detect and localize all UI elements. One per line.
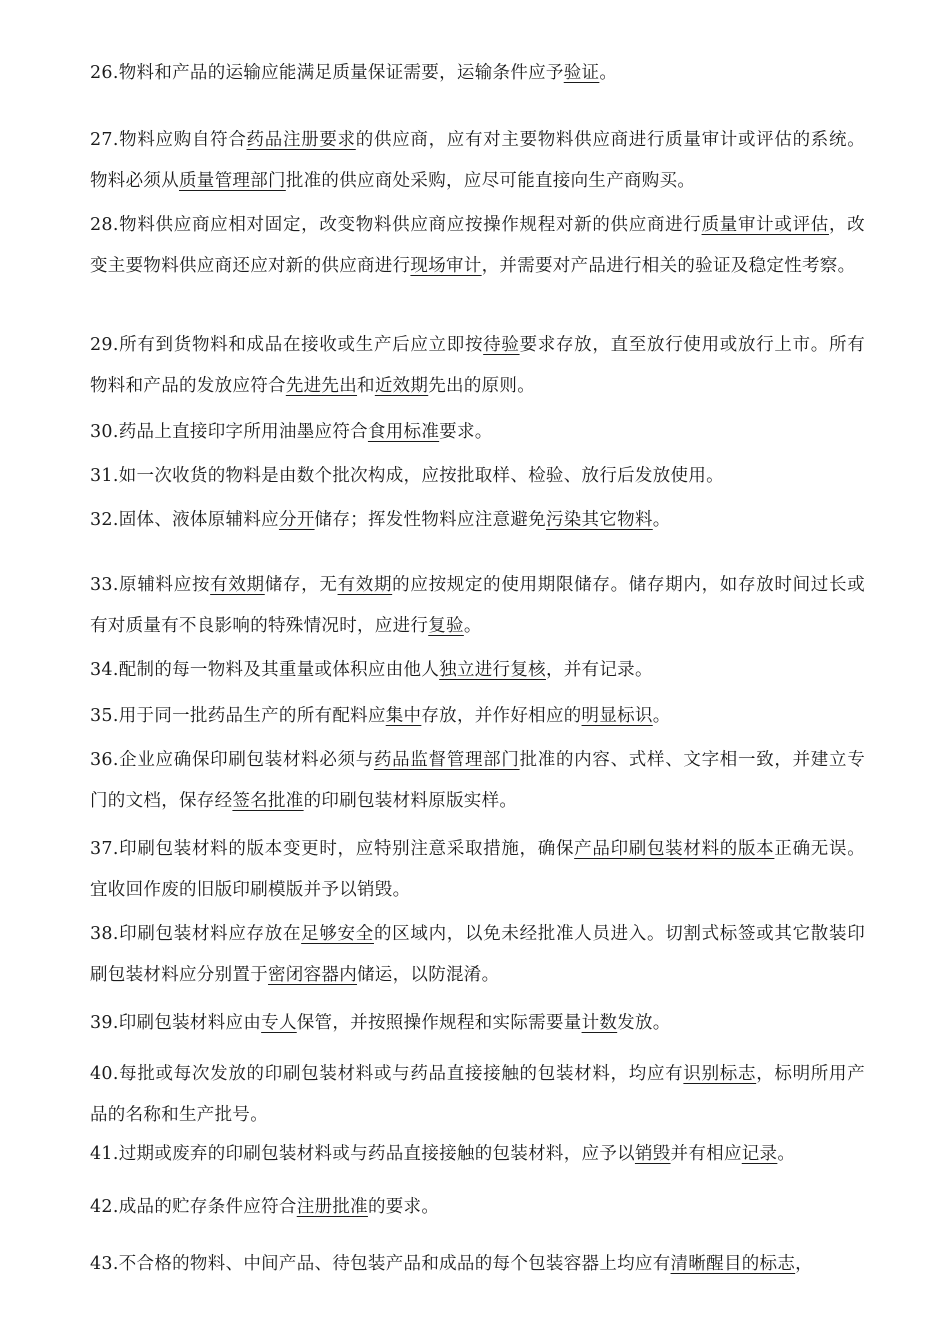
paragraph-number: 40. <box>90 1064 119 1084</box>
paragraph-text: 用于同一批药品生产的所有配料应 <box>118 706 386 726</box>
paragraph-number: 36. <box>90 750 119 770</box>
paragraph <box>90 456 865 497</box>
underlined-answer: 药品注册要求 <box>246 130 356 150</box>
paragraph-text: 存放，并作好相应的 <box>421 706 582 726</box>
paragraph-number: 39. <box>90 1013 119 1033</box>
underlined-answer: 分开 <box>278 510 315 530</box>
paragraph <box>90 325 865 407</box>
paragraph <box>90 829 865 911</box>
paragraph <box>90 412 865 453</box>
paragraph-text: 所有到货物料和成品在接收或生产后应立即按 <box>118 335 484 355</box>
paragraph-text: 。 <box>777 1144 796 1164</box>
paragraph-text: 。 <box>652 706 671 726</box>
paragraph <box>90 1054 865 1136</box>
paragraph-text: 印刷包装材料应存放在 <box>118 924 302 944</box>
underlined-answer: 质量管理部门 <box>179 171 286 191</box>
underlined-answer: 足够安全 <box>301 924 374 944</box>
underlined-answer: 有效期 <box>210 575 265 595</box>
paragraph <box>90 565 865 647</box>
paragraph-text: 保管，并按照操作规程和实际需要量 <box>296 1013 582 1033</box>
paragraph <box>90 1134 865 1175</box>
paragraph-text: 先出的原则。 <box>428 376 536 396</box>
paragraph-text: 储存；挥发性物料应注意避免 <box>314 510 546 530</box>
paragraph-text: 每批或每次发放的印刷包装材料或与药品直接接触的包装材料，均应有 <box>118 1064 684 1084</box>
paragraph <box>90 740 865 822</box>
underlined-answer: 食用标准 <box>367 422 440 442</box>
paragraph-number: 35. <box>90 706 119 726</box>
paragraph <box>90 53 865 94</box>
paragraph-number: 41. <box>90 1144 119 1164</box>
paragraph-text: 的印刷包装材料原版实样。 <box>303 791 518 811</box>
paragraph-text: 的区域内，以免未经批准人员进入。切割式标签或其它散装印刷包装材料应分别置于 <box>90 924 866 985</box>
paragraph-text: 过期或废弃的印刷包装材料或与药品直接接触的包装材料，应予以 <box>118 1144 635 1164</box>
underlined-answer: 专人 <box>261 1013 297 1033</box>
underlined-answer: 复验 <box>428 616 464 636</box>
paragraph <box>90 1244 865 1285</box>
paragraph <box>90 1187 865 1228</box>
paragraph <box>90 1003 865 1044</box>
paragraph-number: 38. <box>90 924 119 944</box>
paragraph-text: 储运，以防混淆。 <box>357 965 500 985</box>
paragraph-text: 要求存放，直至放行使用或放行上市。所有物料和产品的发放应符合 <box>90 335 865 396</box>
underlined-answer: 签名批准 <box>232 791 304 811</box>
paragraph-number: 43. <box>90 1254 119 1274</box>
paragraph-text: ，并需要对产品进行相关的验证及稳定性考察。 <box>481 256 856 276</box>
paragraph-text: 原辅料应按 <box>118 575 211 595</box>
underlined-answer: 药品监督管理部门 <box>373 750 520 770</box>
paragraph-text: 和 <box>357 376 375 396</box>
paragraph <box>90 650 865 691</box>
paragraph <box>90 120 865 202</box>
paragraph-text: 企业应确保印刷包装材料必须与 <box>118 750 374 770</box>
paragraph-number: 29. <box>90 335 119 355</box>
underlined-answer: 明显标识 <box>581 706 653 726</box>
paragraph-text: 配制的每一物料及其重量或体积应由他人 <box>118 660 440 680</box>
paragraph-text: ，并有记录。 <box>545 660 653 680</box>
paragraph-text: 批准的内容、式样、文字相一致，并建立专门的文档，保存经 <box>90 750 865 811</box>
underlined-answer: 注册批准 <box>296 1197 368 1217</box>
underlined-answer: 集中 <box>385 706 422 726</box>
paragraph-text: 的应按规定的使用期限储存。储存期内，如存放时间过长或有对质量有不良影响的特殊情况时，应进行 <box>90 575 865 636</box>
paragraph-text: 的供应商，应有对主要物料供应商进行质量审计或评估的系统。物料必须从 <box>90 130 865 191</box>
paragraph-text: ， <box>795 1254 813 1274</box>
underlined-answer: 计数 <box>581 1013 618 1033</box>
paragraph-text: ，标明所用产品的名称和生产批号。 <box>90 1064 865 1125</box>
underlined-answer: 质量审计或评估 <box>701 215 829 235</box>
paragraph-text: 印刷包装材料的版本变更时，应特别注意采取措施，确保 <box>118 839 575 859</box>
underlined-answer: 现场审计 <box>410 256 482 276</box>
paragraph-number: 27. <box>90 130 119 150</box>
paragraph-number: 33. <box>90 575 119 595</box>
underlined-answer: 近效期 <box>374 376 429 396</box>
paragraph <box>90 500 865 541</box>
underlined-answer: 识别标志 <box>683 1064 757 1084</box>
paragraph-text: 固体、液体原辅料应 <box>118 510 279 530</box>
paragraph-text: 物料应购自符合 <box>118 130 247 150</box>
paragraph-text: 。 <box>463 616 482 636</box>
paragraph-text: 储存，无 <box>264 575 338 595</box>
paragraph-text: 。 <box>599 63 618 83</box>
paragraph <box>90 205 865 287</box>
underlined-answer: 有效期 <box>337 575 393 595</box>
underlined-answer: 先进先出 <box>285 376 358 396</box>
paragraph-number: 37. <box>90 839 119 859</box>
paragraph-text: 并有相应 <box>670 1144 742 1164</box>
paragraph-number: 32. <box>90 510 119 530</box>
paragraph <box>90 914 865 996</box>
underlined-answer: 产品印刷包装材料的版本 <box>574 839 775 859</box>
paragraph-text: 物料供应商应相对固定，改变物料供应商应按操作规程对新的供应商进行 <box>118 215 702 235</box>
paragraph-text: ，改变主要物料供应商还应对新的供应商进行 <box>90 215 865 276</box>
paragraph-number: 26. <box>90 63 119 83</box>
paragraph-text: 的要求。 <box>367 1197 440 1217</box>
underlined-answer: 清晰醒目的标志 <box>670 1254 796 1274</box>
paragraph-number: 34. <box>90 660 119 680</box>
underlined-answer: 验证 <box>563 63 600 83</box>
paragraph-text: 正确无误。宜收回作废的旧版印刷模版并予以销毁。 <box>90 839 865 900</box>
underlined-answer: 污染其它物料 <box>545 510 653 530</box>
underlined-answer: 销毁 <box>634 1144 671 1164</box>
paragraph-text: 如一次收货的物料是由数个批次构成，应按批取样、检验、放行后发放使用。 <box>118 466 724 486</box>
paragraph <box>90 696 865 737</box>
paragraph-text: 批准的供应商处采购，应尽可能直接向生产商购买。 <box>285 171 696 191</box>
paragraph-number: 42. <box>90 1197 119 1217</box>
underlined-answer: 独立进行复核 <box>439 660 546 680</box>
underlined-answer: 密闭容器内 <box>268 965 357 985</box>
paragraph-text: 成品的贮存条件应符合 <box>118 1197 297 1217</box>
paragraph-text: 物料和产品的运输应能满足质量保证需要，运输条件应予 <box>118 63 564 83</box>
paragraph-text: 。 <box>652 510 671 530</box>
paragraph-number: 30. <box>90 422 119 442</box>
paragraph-text: 药品上直接印字所用油墨应符合 <box>118 422 368 442</box>
paragraph-number: 28. <box>90 215 119 235</box>
paragraph-text: 要求。 <box>439 422 493 442</box>
paragraph-number: 31. <box>90 466 119 486</box>
paragraph-text: 不合格的物料、中间产品、待包装产品和成品的每个包装容器上均应有 <box>118 1254 671 1274</box>
underlined-answer: 记录 <box>741 1144 778 1164</box>
paragraph-text: 印刷包装材料应由 <box>118 1013 262 1033</box>
underlined-answer: 待验 <box>483 335 520 355</box>
paragraph-text: 发放。 <box>617 1013 671 1033</box>
